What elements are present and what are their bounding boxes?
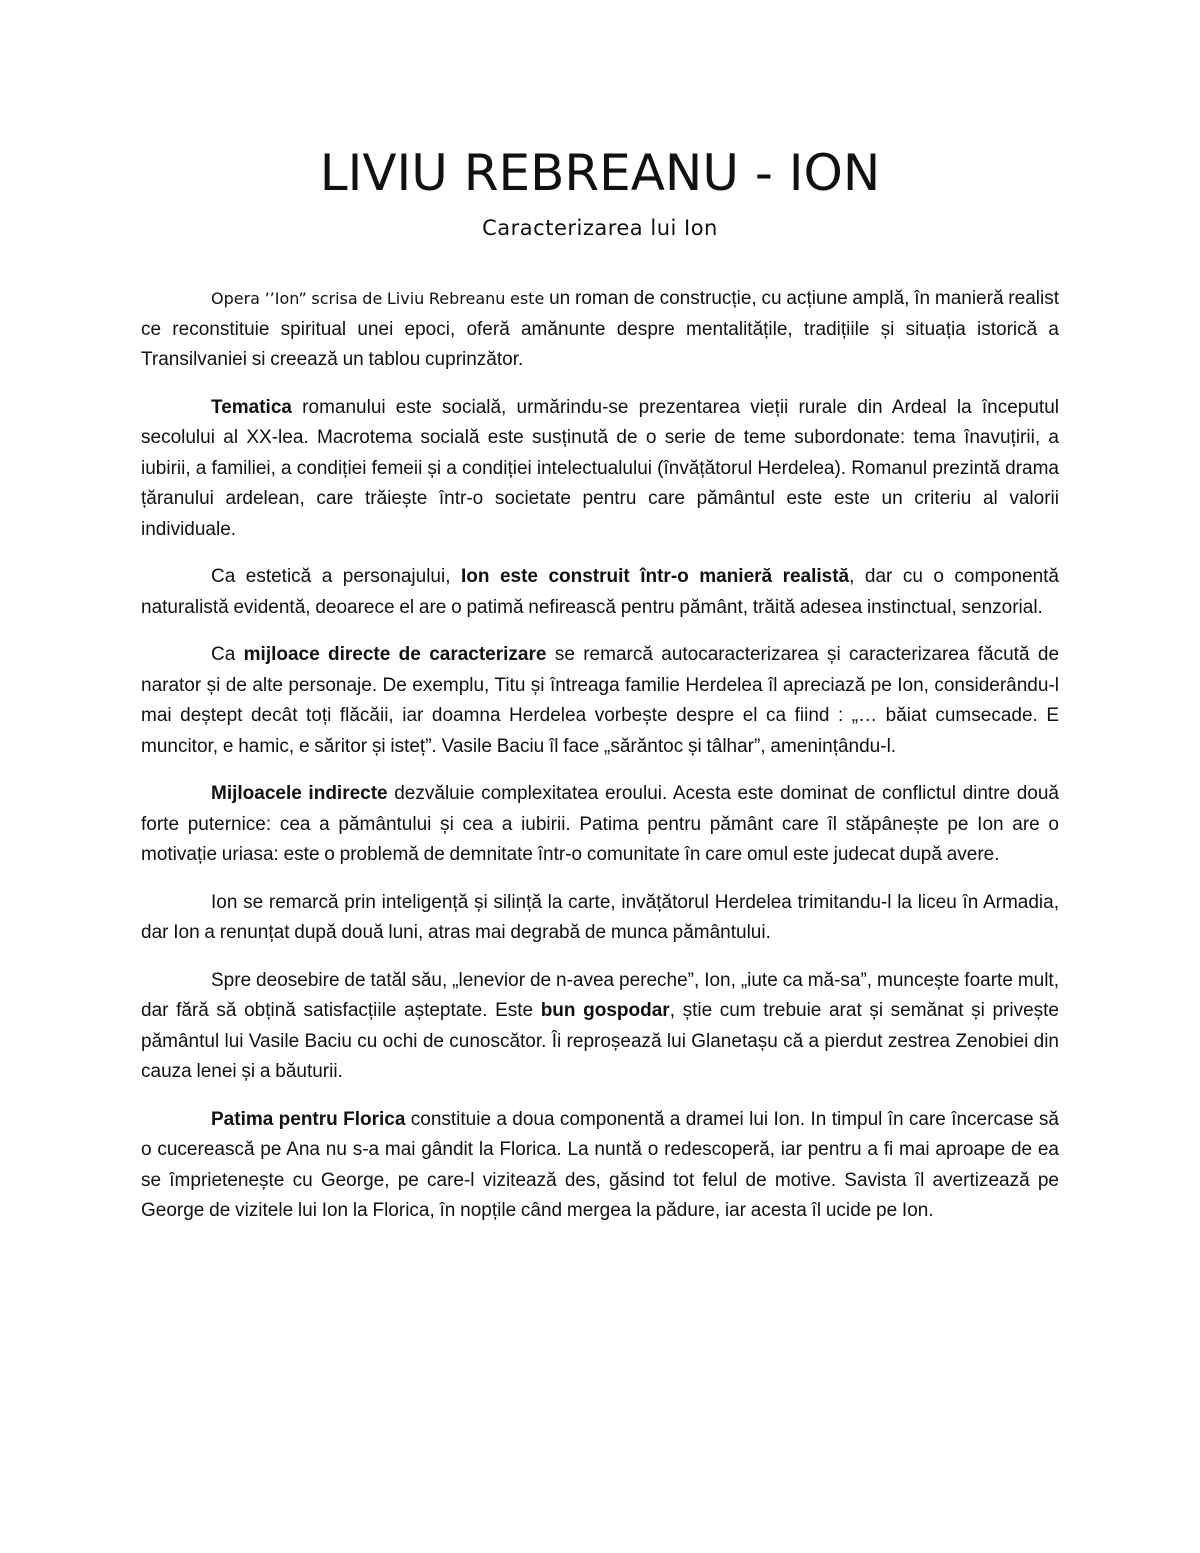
paragraph-mijloace-indirecte-after: dezvăluie complexitatea eroului. Acesta este dominat de conflictul dintre două forte puternice: cea a pământului și cea a iubirii. Patima pentru pământ care îl stăpânește pe Ion are o motivație uriasa: este o problemă de demnitate într-o comunitate în care omul este judecat după avere.: [141, 783, 1059, 865]
paragraph-intro-lead: Opera ’’Ion” scrisa de Liviu Rebreanu este: [211, 289, 545, 308]
paragraph-inteligenta-text: Ion se remarcă prin inteligență și silință la carte, invățătorul Herdelea trimitandu-l la liceu în Armadia, dar Ion a renunțat după două luni, atras mai degrabă de munca pământului.: [141, 891, 1059, 943]
paragraph-tematica: [141, 393, 1059, 546]
paragraph-gospodar-before: Spre deosebire de tatăl său, „lenevior de n-avea pereche”, Ion, „iute ca mă-sa”, muncește foarte mult, dar fără să obțină satisfacțiile așteptate. Este: [141, 969, 1059, 1021]
paragraph-mijloace-directe-before: Ca: [211, 644, 244, 665]
paragraph-mijloace-directe-bold: mijloace directe de caracterizare: [243, 644, 547, 665]
paragraph-intro: [141, 284, 1059, 376]
document-header: [0, 140, 1200, 242]
paragraph-gospodar-after: , știe cum trebuie arat și semănat și privește pământul lui Vasile Baciu cu ochi de cunoscător. Îi reproșează lui Glanetașu că a pierdut zestrea Zenobiei din cauza lenei și a băuturii.: [141, 1000, 1059, 1082]
paragraph-estetica-after: , dar cu o componentă naturalistă evidentă, deoarece el are o patimă nefirească pentru pământ, trăită adesea instinctual, senzorial.: [141, 566, 1059, 618]
paragraph-florica-after: constituie a doua componentă a dramei lui Ion. In timpul în care încercase să o cucerească pe Ana nu s-a mai gândit la Florica. La nuntă o redescoperă, iar pentru a fi mai aproape de ea se împrietenește cu George, pe care-l vizitează des, găsind tot felul de motive. Savista îl avertizează pe George de vizitele lui Ion la Florica, în nopțile când mergea la pădure, iar acesta îl ucide pe Ion.: [141, 1108, 1059, 1221]
paragraph-florica: [141, 1105, 1059, 1227]
paragraph-florica-bold: Patima pentru Florica: [211, 1108, 406, 1130]
paragraph-tematica-bold: Tematica: [211, 396, 292, 418]
paragraph-mijloace-directe: [141, 640, 1059, 762]
paragraph-estetica-before: Ca estetică a personajului,: [211, 566, 461, 587]
document-body: [141, 284, 1059, 1244]
paragraph-intro-text: un roman de construcție, cu acțiune amplă, în manieră realist ce reconstituie spiritual unei epoci, oferă amănunte despre mentalitățile, tradițiile și situația istorică a Transilvaniei si creează un tablou cuprinzător.: [141, 288, 1059, 370]
paragraph-mijloace-directe-after: se remarcă autocaracterizarea și caracterizarea făcută de narator și de alte personaje. De exemplu, Titu și întreaga familie Herdelea îl apreciază pe Ion, considerându-l mai deștept decât toți flăcăii, iar doamna Herdelea vorbește despre el ca fiind : „… băiat cumsecade. E muncitor, e hamic, e săritor și isteț”. Vasile Baciu îl face „sărăntoc și tâlhar”, amenințându-l.: [141, 644, 1060, 757]
document-title: LIVIU REBREANU - ION: [319, 144, 881, 202]
paragraph-tematica-text: romanului este socială, urmărindu-se prezentarea vieții rurale din Ardeal la începutul secolului al XX-lea. Macrotema socială este susținută de o serie de teme subordonate: tema înavuțirii, a iubirii, a familiei, a condiției femeii și a condiției intelectualului (învățătorul Herdelea). Romanul prezintă drama țăranului ardelean, care trăiește într-o societate pentru care pământul este este un criteriu al valorii individuale.: [141, 396, 1059, 540]
paragraph-mijloace-indirecte-bold: Mijloacele indirecte: [211, 783, 388, 804]
paragraph-gospodar-bold: bun gospodar: [540, 1000, 670, 1021]
paragraph-estetica: [141, 562, 1059, 623]
paragraph-estetica-bold: Ion este construit într-o manieră realistă: [460, 566, 850, 587]
paragraph-inteligenta: [141, 888, 1059, 949]
paragraph-mijloace-indirecte: [141, 779, 1059, 871]
document-subtitle: Caracterizarea lui Ion: [482, 216, 718, 240]
paragraph-gospodar: [141, 966, 1059, 1088]
